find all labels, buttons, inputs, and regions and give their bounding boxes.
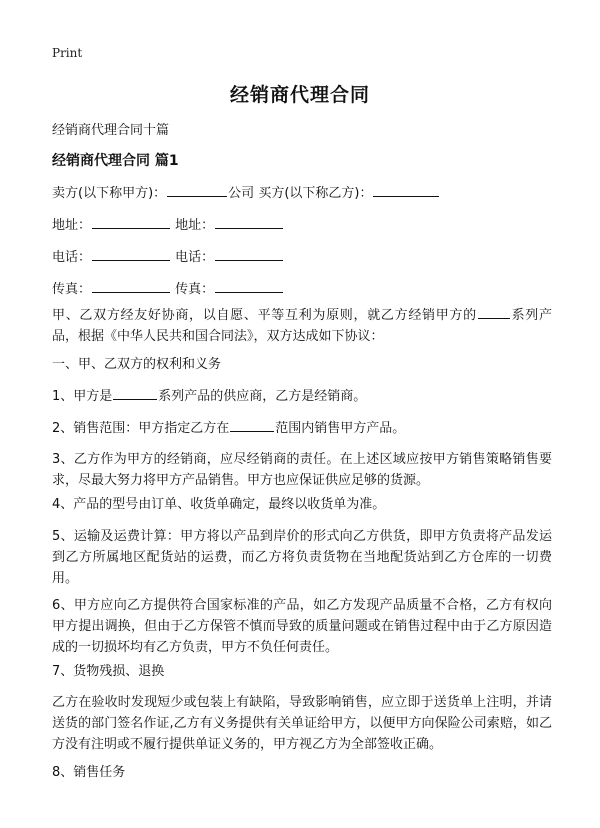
seller-phone-label: 电话： — [52, 250, 92, 265]
seller-suffix: 公司 — [228, 186, 255, 201]
seller-fax-label: 传真： — [52, 282, 92, 297]
clause-item-1 — [52, 386, 552, 407]
clause-item-3: 3、乙方作为甲方的经销商，应尽经销商的责任。在上述区域应按甲方销售策略销售要求，尽最大努力将甲方产品销售。甲方也应保证供应足够的货源。 — [52, 452, 552, 488]
print-link[interactable]: Print — [52, 46, 83, 60]
seller-address-blank — [92, 215, 170, 229]
document-subtitle: 经销商代理合同十篇 — [52, 123, 170, 138]
clause-heading-rights: 一、甲、乙双方的权利和义务 — [52, 357, 222, 372]
seller-name-blank — [167, 183, 227, 197]
buyer-phone-blank — [215, 247, 283, 261]
seller-label: 卖方(以下称甲方)： — [52, 186, 167, 201]
seller-fax-blank — [92, 279, 170, 293]
clause-item-7-title: 7、货物残损、退换 — [52, 664, 165, 679]
item2-blank — [230, 418, 274, 432]
clause-item-5: 5、运输及运费计算：甲方将以产品到岸价的形式向乙方供货，即甲方负责将产品发运到乙方所属地区配货站的运费，而乙方将负责货物在当地配货站到乙方仓库的一切费用。 — [52, 529, 552, 586]
fax-line — [52, 278, 284, 297]
document-title: 经销商代理合同 — [229, 84, 370, 106]
address-line — [52, 214, 284, 233]
parties-line — [52, 182, 440, 201]
item1-part1: 1、甲方是 — [52, 389, 113, 404]
seller-address-label: 地址： — [52, 218, 92, 233]
buyer-address-blank — [215, 215, 283, 229]
buyer-address-label: 地址： — [175, 218, 215, 233]
buyer-fax-blank — [215, 279, 283, 293]
buyer-phone-label: 电话： — [175, 250, 215, 265]
buyer-label: 买方(以下称乙方)： — [258, 186, 373, 201]
preamble-part1: 甲、乙双方经友好协商，以自愿、平等互利为原则，就乙方经销甲方的 — [52, 308, 477, 323]
buyer-fax-label: 传真： — [175, 282, 215, 297]
clause-item-6: 6、甲方应向乙方提供符合国家标准的产品，如乙方发现产品质量不合格，乙方有权向甲方提出调换，但由于乙方保管不慎而导致的质量问题或在销售过程中由于乙方原因造成的一切损坏均有乙方负责，甲方不负任何责任。 — [52, 598, 552, 655]
preamble-part2: 系列产品，根据《中华人民共和国合同法》，双方达成如下协议： — [52, 308, 552, 344]
item1-blank — [113, 386, 157, 400]
buyer-name-blank — [373, 183, 439, 197]
clause-item-7-body: 乙方在验收时发现短少或包装上有缺陷，导致影响销售，应立即于送货单上注明，并请送货的部门签名作证,乙方有义务提供有关单证给甲方，以便甲方向保险公司索赔，如乙方没有注明或不履行提供单证义务的，甲方视乙方为全部签收正确。 — [52, 695, 552, 752]
item1-part2: 系列产品的供应商，乙方是经销商。 — [158, 389, 367, 404]
item2-part1: 2、销售范围：甲方指定乙方在 — [52, 421, 230, 436]
clause-item-8-title: 8、销售任务 — [52, 765, 126, 780]
clause-item-4: 4、产品的型号由订单、收货单确定，最终以收货单为准。 — [52, 497, 386, 512]
clause-item-2 — [52, 418, 552, 439]
phone-line — [52, 246, 284, 265]
product-series-blank — [478, 305, 510, 319]
seller-phone-blank — [92, 247, 170, 261]
section-title: 经销商代理合同 篇1 — [52, 153, 179, 169]
item2-part2: 范围内销售甲方产品。 — [275, 421, 406, 436]
preamble-paragraph — [52, 305, 552, 347]
